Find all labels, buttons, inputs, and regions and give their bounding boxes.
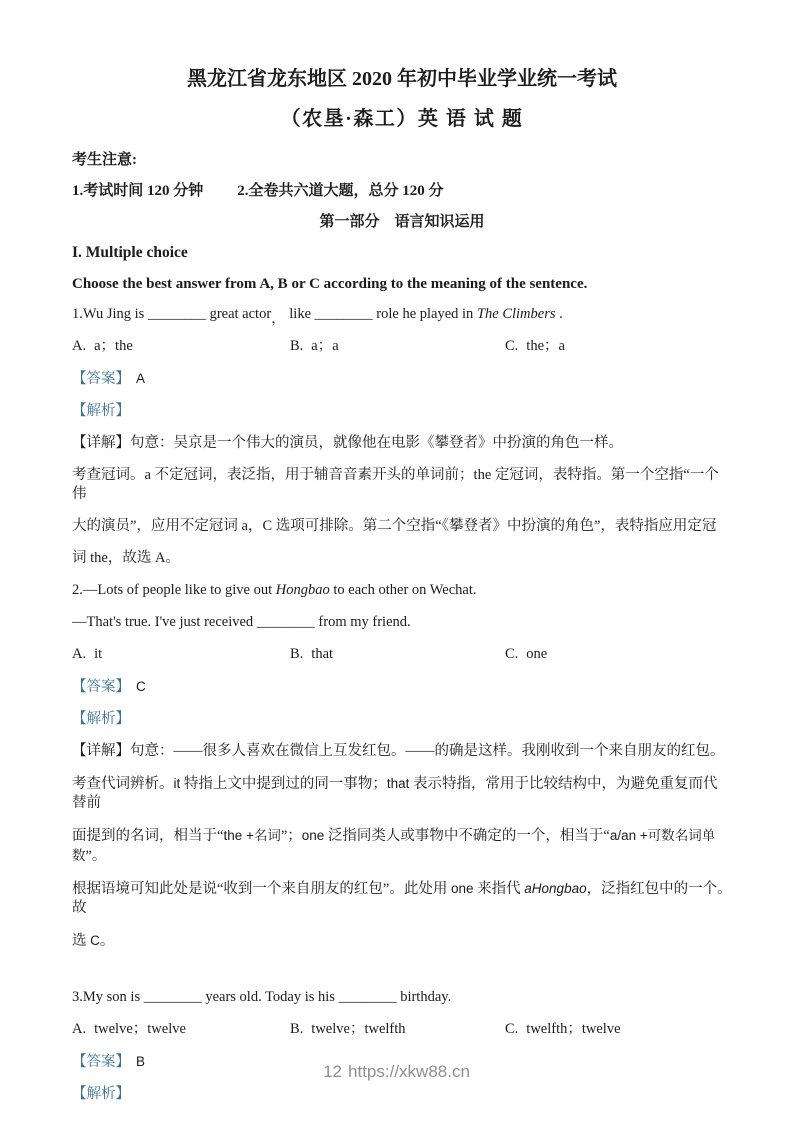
answer-label: 【答案】 <box>72 679 130 695</box>
analysis-paragraph <box>72 549 732 568</box>
footer <box>0 1062 793 1082</box>
option-label: A. <box>72 338 87 354</box>
text-segment: ”； <box>280 828 302 844</box>
text-segment: 大的演员”，应用不定冠词 a，C 选项可排除。第二个空指“《攀登者》中扮演的角色”，表特指应用定冠 <box>72 518 717 534</box>
answer-line <box>72 369 732 389</box>
option-label: C. <box>505 338 519 354</box>
text-segment: —That's true. I've just received ________ from my friend. <box>72 614 411 630</box>
text-segment: like ________ role he played in <box>285 306 477 322</box>
answer-value: C <box>136 679 146 694</box>
option-b <box>290 1020 505 1039</box>
analysis-paragraph <box>72 879 732 918</box>
answer-label: 【答案】 <box>72 371 130 387</box>
option-a <box>72 337 290 356</box>
doc-content <box>72 66 732 1117</box>
text-segment: 2.—Lots of people like to give out <box>72 582 276 598</box>
latin-text: that <box>386 776 410 791</box>
answer-line <box>72 677 732 697</box>
latin-text: it <box>173 776 181 791</box>
option-label: C. <box>505 646 519 662</box>
text-segment: 表示特指，常用于比较结构中，为避免重复而代替前 <box>72 776 718 811</box>
text-segment: to each other on Wechat. <box>329 582 477 598</box>
question-stem <box>72 305 732 327</box>
option-a <box>72 1020 290 1039</box>
spacer <box>72 964 732 988</box>
text-segment: 考查代词辨析。 <box>72 776 174 792</box>
option-text: a；the <box>94 338 133 354</box>
option-text: twelve；twelve <box>94 1021 186 1037</box>
option-text: that <box>311 646 334 662</box>
text-segment: 泛指同类人或事物中不确定的一个，相当于“ <box>324 828 610 844</box>
text-segment: 【详解】句意：吴京是一个伟大的演员，就像他在电影《攀登者》中扮演的角色一样。 <box>72 435 623 451</box>
exam-title: 黑龙江省龙东地区 2020 年初中毕业学业统一考试 <box>187 68 617 90</box>
latin-text: a/an +可数名词单数 <box>72 828 716 863</box>
answer-label: 【答案】 <box>72 1054 130 1070</box>
option-text: a；a <box>311 338 339 354</box>
answer-value: B <box>136 1054 146 1069</box>
options-row <box>72 645 732 664</box>
answer-value: A <box>136 371 146 386</box>
option-text: twelfth；twelve <box>526 1021 621 1037</box>
analysis-label: 【解析】 <box>72 1086 130 1102</box>
page-number: 12 <box>323 1062 343 1081</box>
text-segment: 根据语境可知此处是说“收到一个来自朋友的红包”。此处用 <box>72 881 451 897</box>
question-stem <box>72 988 732 1007</box>
option-text: it <box>94 646 103 662</box>
analysis-paragraph <box>72 517 732 536</box>
analysis-paragraph <box>72 931 732 951</box>
notice-item: 1.考试时间 120 分钟 <box>72 183 204 199</box>
option-text: one <box>526 646 548 662</box>
latin-text: aHongbao <box>524 881 587 896</box>
analysis-paragraph <box>72 434 732 453</box>
option-text: the；a <box>526 338 565 354</box>
text-segment: 来指代 <box>473 881 525 897</box>
option-label: B. <box>290 1021 304 1037</box>
option-a <box>72 645 290 664</box>
analysis-paragraph <box>72 466 732 504</box>
text-segment: 【详解】句意：——很多人喜欢在微信上互发红包。——的确是这样。我刚收到一个来自朋友的红包。 <box>72 743 725 759</box>
part-heading: 第一部分 语言知识运用 <box>319 214 485 230</box>
italic-text: Hongbao <box>275 582 330 598</box>
text-segment: ， <box>271 311 286 327</box>
option-c <box>505 645 732 664</box>
option-label: A. <box>72 1021 87 1037</box>
exam-subtitle: （农垦·森工）英 语 试 题 <box>280 108 524 130</box>
analysis-label-line <box>72 1085 732 1104</box>
option-b <box>290 645 505 664</box>
notice-heading: 考生注意: <box>72 152 137 168</box>
footer-url: https://xkw88.cn <box>348 1062 470 1081</box>
option-label: B. <box>290 646 304 662</box>
text-segment: . <box>555 306 563 322</box>
text-segment: 1.Wu Jing is ________ great actor <box>72 306 272 322</box>
text-segment: 选 <box>72 933 91 949</box>
latin-text: the +名词 <box>223 828 281 843</box>
text-segment: 特指上文中提到过的同一事物； <box>180 776 387 792</box>
section-heading: I. Multiple choice <box>72 244 188 261</box>
text-segment: ，泛指红包中的一个。故 <box>72 881 732 916</box>
analysis-label: 【解析】 <box>72 403 130 419</box>
analysis-paragraph <box>72 742 732 761</box>
option-label: C. <box>505 1021 519 1037</box>
option-label: A. <box>72 646 87 662</box>
option-c <box>505 337 732 356</box>
text-segment: 考查冠词。a 不定冠词，表泛指，用于辅音音素开头的单词前；the 定冠词，表特指。第一个空指“一个伟 <box>72 467 719 502</box>
analysis-paragraph <box>72 774 732 813</box>
text-segment: 。 <box>99 933 115 949</box>
option-label: B. <box>290 338 304 354</box>
analysis-label-line <box>72 710 732 729</box>
italic-text: The Climbers <box>476 306 556 322</box>
analysis-paragraph <box>72 826 732 866</box>
option-c <box>505 1020 732 1039</box>
options-row <box>72 337 732 356</box>
notice-row <box>72 181 732 201</box>
latin-text: one <box>301 828 325 843</box>
question-stem <box>72 613 732 632</box>
option-b <box>290 337 505 356</box>
notice-item: 2.全卷共六道大题，总分 120 分 <box>237 183 444 199</box>
analysis-label-line <box>72 402 732 421</box>
text-segment: 3.My son is ________ years old. Today is his ________ birthday. <box>72 989 452 1005</box>
options-row <box>72 1020 732 1039</box>
section-instruction: Choose the best answer from A, B or C according to the meaning of the sentence. <box>72 276 588 292</box>
text-segment: 词 the，故选 A。 <box>72 550 180 566</box>
question-stem <box>72 581 732 600</box>
text-segment: ”。 <box>85 848 107 864</box>
analysis-label: 【解析】 <box>72 711 130 727</box>
latin-text: C <box>90 933 100 948</box>
text-segment: 面提到的名词，相当于“ <box>72 828 224 844</box>
latin-text: one <box>451 881 474 896</box>
option-text: twelve；twelfth <box>311 1021 406 1037</box>
